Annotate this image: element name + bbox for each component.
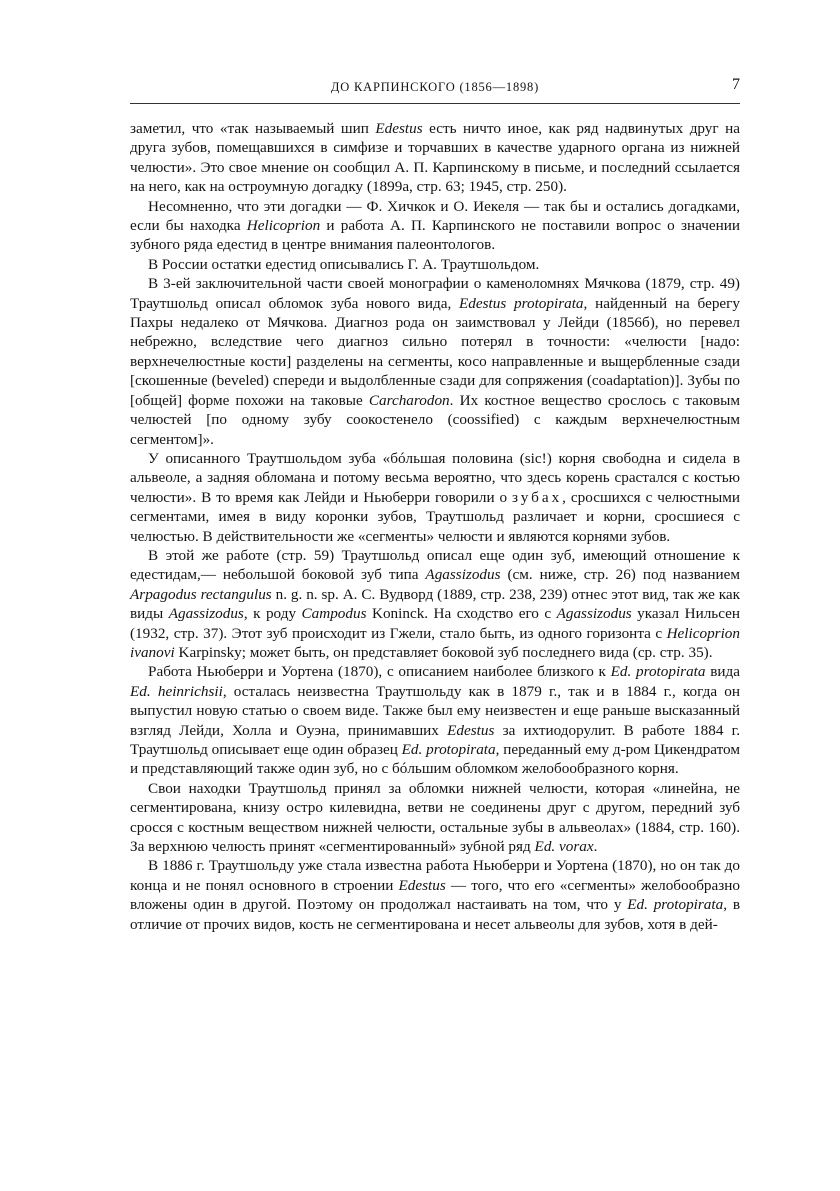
paragraph xyxy=(130,856,740,934)
italic-term: Edestus protopirata xyxy=(459,294,584,312)
text-run: Свои находки Траутшольд принял за обломки нижней челюсти, которая «линейна, не сегментирована, книзу остро килевидна, ветви не соединены друг с другом, передний зуб сросся с костным веществом нижней челюсти, остальные зубы в альвеолах» (1884, стр. 160). За верхнюю челюсть принят «сегментированный» зубной ряд xyxy=(130,779,740,856)
text-run: У описанного Траутшольдом зуба «бóльшая половина (sic!) корня свободна и сидела в альвеоле, а задняя обломана и потому весьма вероятно, что здесь корень срастался с костью челюсти». В то время как Лейди и Ньюберри говорили о xyxy=(130,449,740,506)
italic-term: Helicoprion xyxy=(246,217,321,235)
text-run: заметил, что «так называемый шип xyxy=(130,120,376,137)
page-number: 7 xyxy=(732,76,740,93)
text-run: , в отличие от прочих видов, кость не сегментирована и несет альвеолы для зубов, хотя в дей- xyxy=(130,896,740,933)
italic-term: Ed. vorax xyxy=(534,838,594,856)
text-run: n. g. n. sp. А. С. Вудворд (1889, стр. 238, 239) отнес этот вид, так же как виды xyxy=(130,585,740,623)
paragraph xyxy=(130,274,740,449)
italic-term: Edestus xyxy=(375,120,423,137)
italic-term: Ed. protopirata xyxy=(627,896,724,914)
paragraph xyxy=(130,255,740,274)
paragraph xyxy=(130,779,740,857)
text-run: — того, что его «сегменты» желобообразно вложены один в другой. Поэтому он продолжал настаивать на том, что у xyxy=(130,876,740,914)
text-run: Работа Ньюберри и Уортена (1870), с описанием наиболее близкого к xyxy=(148,663,611,681)
text-run: , найденный на берегу Пахры недалеко от Мячкова. Диагноз рода он заимствовал у Лейди (1856б), но перевел небрежно, вследствие чего диагноз сильно потерял в точности: «челюсти [надо: верхнечелюстные кости] разделены на сегменты, косо направленные и выщербленные сзади [скошенные (beveled) спереди и выдолбленные сзади для сопряжения (coadaptation)]. Зубы по [общей] форме похожи на таковые xyxy=(130,294,740,409)
italic-term: Helicoprion ivanovi xyxy=(130,624,740,661)
paragraph xyxy=(130,662,740,778)
paragraph xyxy=(130,197,740,255)
spaced-term: зубах xyxy=(512,488,563,506)
text-run: . xyxy=(593,838,598,856)
text-run: В 3-ей заключительной части своей монографии о каменоломнях Мячкова (1879, стр. 49) Траутшольд описал обломок зуба нового вида, xyxy=(130,275,740,312)
text-run: (см. ниже, стр. 26) под названием xyxy=(500,566,740,584)
text-run: , сросшихся с челюстными сегментами, имея в виду коронки зубов, Траутшольд различает и корни, сросшиеся с челюстью. В действительности же «сегменты» челюсти и являются корнями зубов. xyxy=(130,488,741,545)
italic-term: Carcharodon xyxy=(368,391,450,409)
text-run: В 1886 г. Траутшольду уже стала известна работа Ньюберри и Уортена (1870), но он так до конца и не понял основного в строении xyxy=(130,857,740,894)
text-run: В России остатки едестид описывались Г. А. Траутшольдом. xyxy=(148,255,540,273)
italic-term: Campodus xyxy=(301,605,367,623)
italic-term: Edestus xyxy=(398,876,446,894)
running-header xyxy=(130,76,740,98)
running-header-title: ДО КАРПИНСКОГО (1856—1898) xyxy=(330,80,540,94)
text-run: В этой же работе (стр. 59) Траутшольд описал еще один зуб, имеющий отношение к едестидам,— небольшой боковой зуб типа xyxy=(130,546,740,584)
body-text xyxy=(130,119,740,934)
italic-term: Agassizodus xyxy=(425,566,501,584)
italic-term: Ed. protopirata xyxy=(401,741,496,758)
text-run: , переданный ему д-ром Цикендратом и представляющий также один зуб, но с бóльшим обломком желобообразного корня. xyxy=(130,741,740,778)
text-run: вида xyxy=(705,663,740,681)
text-run: Koninck. На сходство его с xyxy=(366,605,557,623)
text-run: , к роду xyxy=(243,605,302,623)
text-run: за ихтиодорулит. В работе 1884 г. Траутшольд описывает еще один образец xyxy=(130,721,740,758)
text-run: , осталась неизвестна Траутшольду как в 1879 г., так и в 1884 г., когда он выпустил новую статью о своем виде. Также был ему неизвестен и еще раньше высказанный взгляд Лейди, Холла и Оуэна, принимавших xyxy=(130,682,740,739)
text-run: Karpinsky; может быть, он представляет боковой зуб последнего вида (ср. стр. 35). xyxy=(174,643,713,661)
text-run: есть ничто иное, как ряд надвинутых друг на друга зубов, помещавшихся в симфизе и торчавших в качестве ударного органа из нижней челюсти». Это свое мнение он сообщил А. П. Карпинскому в письме, и последний ссылается на него, как на остроумную догадку (1899а, стр. 63; 1945, стр. 250). xyxy=(130,120,741,196)
italic-term: Agassizodus xyxy=(556,605,632,623)
italic-term: Ed. heinrichsii xyxy=(130,682,223,700)
italic-term: Edestus xyxy=(447,721,495,739)
text-run: и работа А. П. Карпинского не поставили вопрос о значении зубного ряда едестид в центре внимания палеонтологов. xyxy=(130,217,741,254)
text-run: указал Нильсен (1932, стр. 37). Этот зуб происходит из Гжели, стало быть, из одного горизонта с xyxy=(130,605,740,642)
italic-term: Agassizodus xyxy=(168,605,244,623)
paragraph xyxy=(130,449,740,546)
italic-term: Arpagodus rectangulus xyxy=(130,585,272,603)
italic-term: Ed. protopirata xyxy=(610,663,706,681)
text-run: . Их костное вещество срослось с таковым челюстей [по одному зубу соокостенело (coossified) с каждым верхнечелюстным сегментом]». xyxy=(130,391,741,448)
paragraph xyxy=(130,119,740,197)
header-rule xyxy=(130,103,740,104)
text-run: Несомненно, что эти догадки — Ф. Хичкок и О. Иекеля — так бы и остались догадками, если бы находка xyxy=(130,197,740,235)
paragraph xyxy=(130,546,740,662)
